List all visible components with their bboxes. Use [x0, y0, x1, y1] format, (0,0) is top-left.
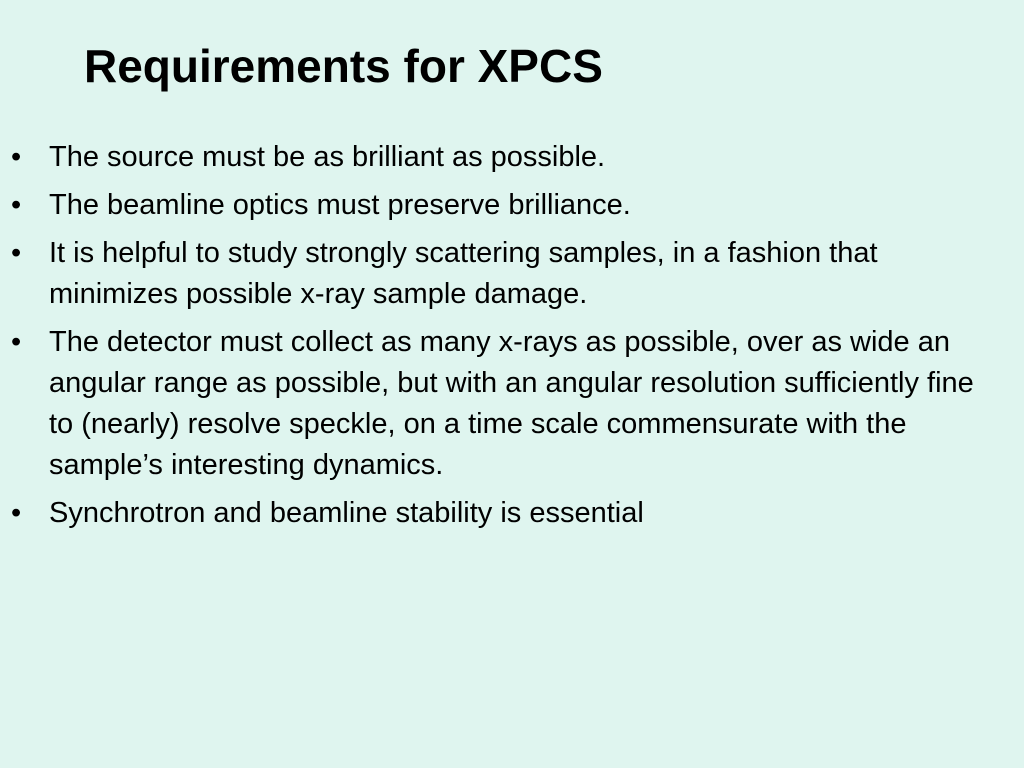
bullet-item [0, 233, 1000, 315]
bullet-icon: • [11, 326, 22, 358]
bullet-list [0, 137, 1000, 541]
bullet-text: The detector must collect as many x-rays as possible, over as wide an angular range as possible, but with an angular resolution sufficiently fine to (nearly) resolve speckle, on a time scale commensurate with the sample’s interesting dynamics. [49, 326, 974, 481]
bullet-icon: • [11, 497, 22, 529]
bullet-item [0, 137, 1000, 178]
bullet-icon: • [11, 189, 22, 221]
bullet-item [0, 185, 1000, 226]
bullet-item [0, 322, 1000, 486]
bullet-icon: • [11, 141, 22, 173]
slide-title: Requirements for XPCS [84, 40, 603, 92]
bullet-item [0, 493, 1000, 534]
bullet-text: The beamline optics must preserve brilliance. [49, 189, 631, 221]
bullet-icon: • [11, 237, 22, 269]
bullet-text: It is helpful to study strongly scattering samples, in a fashion that minimizes possible x-ray sample damage. [49, 237, 878, 310]
bullet-text: The source must be as brilliant as possible. [49, 141, 606, 173]
bullet-text: Synchrotron and beamline stability is essential [49, 497, 644, 529]
